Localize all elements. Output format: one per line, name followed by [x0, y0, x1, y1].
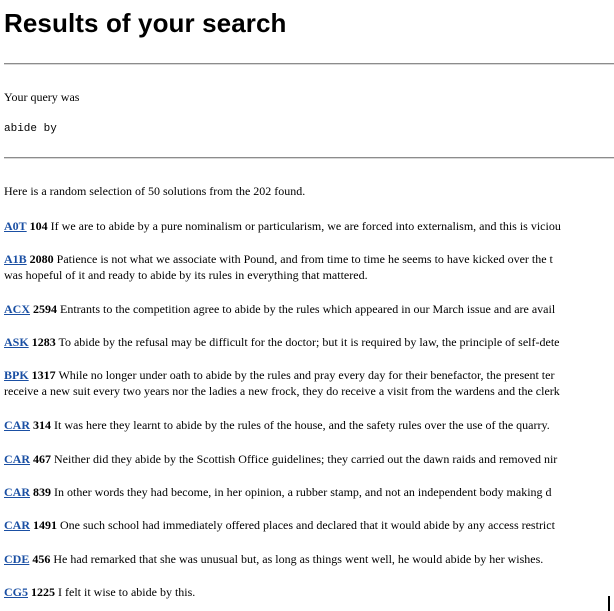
result-text: To abide by the refusal may be difficult for the doctor; but it is required by law, the principle of self-dete — [58, 335, 560, 349]
result-sentence-number: 467 — [33, 452, 51, 466]
horizontal-rule — [4, 63, 614, 65]
result-item — [4, 484, 552, 500]
horizontal-rule — [4, 157, 614, 159]
scroll-edge-marker — [608, 596, 610, 611]
result-item — [4, 517, 555, 533]
result-source-link[interactable]: CAR — [4, 452, 30, 466]
result-text: He had remarked that she was unusual but, as long as things went well, he would abide by her wishes. — [53, 552, 544, 566]
result-text: receive a new suit every two years nor the ladies a new frock, they do receive a visit from the wardens and the clerk — [4, 384, 560, 398]
result-source-link[interactable]: CDE — [4, 552, 30, 566]
result-source-link[interactable]: ACX — [4, 302, 30, 316]
result-item — [4, 417, 550, 433]
results-summary: Here is a random selection of 50 solutions from the 202 found. — [4, 184, 306, 198]
result-sentence-number: 1283 — [31, 335, 56, 349]
result-source-link[interactable]: A1B — [4, 252, 27, 266]
result-item — [4, 451, 557, 467]
result-source-link[interactable]: CG5 — [4, 585, 28, 599]
result-text: I felt it wise to abide by this. — [58, 585, 196, 599]
query-label: Your query was — [4, 90, 80, 104]
result-sentence-number: 839 — [33, 485, 51, 499]
result-source-link[interactable]: CAR — [4, 418, 30, 432]
result-text: One such school had immediately offered places and declared that it would abide by any access restrict — [60, 518, 555, 532]
result-text: While no longer under oath to abide by the rules and pray every day for their benefactor, the present ter — [58, 368, 555, 382]
result-text: It was here they learnt to abide by the rules of the house, and the safety rules over the use of the quarry. — [54, 418, 550, 432]
result-sentence-number: 2594 — [33, 302, 57, 316]
result-sentence-number: 1317 — [31, 368, 56, 382]
result-sentence-number: 1225 — [31, 585, 55, 599]
result-text: Patience is not what we associate with Pound, and from time to time he seems to have kicked over the t — [56, 252, 553, 266]
result-source-link[interactable]: BPK — [4, 368, 29, 382]
result-text: If we are to abide by a pure nominalism or particularism, we are forced into externalism, and this is viciou — [50, 219, 561, 233]
result-source-link[interactable]: A0T — [4, 219, 27, 233]
result-item — [4, 251, 553, 283]
result-text: Entrants to the competition agree to abide by the rules which appeared in our March issue and are avail — [60, 302, 556, 316]
page-title: Results of your search — [4, 8, 287, 38]
result-sentence-number: 2080 — [29, 252, 54, 266]
result-source-link[interactable]: CAR — [4, 518, 30, 532]
result-item — [4, 334, 559, 350]
result-text: was hopeful of it and ready to abide by its rules in everything that mattered. — [4, 268, 368, 282]
result-item — [4, 301, 555, 317]
result-item — [4, 584, 195, 600]
result-text: In other words they had become, in her opinion, a rubber stamp, and not an independent body making d — [54, 485, 552, 499]
result-sentence-number: 1491 — [33, 518, 57, 532]
result-sentence-number: 104 — [29, 219, 48, 233]
result-source-link[interactable]: CAR — [4, 485, 30, 499]
result-item — [4, 551, 543, 567]
result-item — [4, 218, 561, 234]
result-source-link[interactable]: ASK — [4, 335, 29, 349]
result-sentence-number: 314 — [33, 418, 51, 432]
result-sentence-number: 456 — [32, 552, 51, 566]
query-text: abide by — [4, 123, 57, 135]
result-item — [4, 367, 560, 399]
result-text: Neither did they abide by the Scottish Office guidelines; they carried out the dawn raids and removed nir — [54, 452, 558, 466]
